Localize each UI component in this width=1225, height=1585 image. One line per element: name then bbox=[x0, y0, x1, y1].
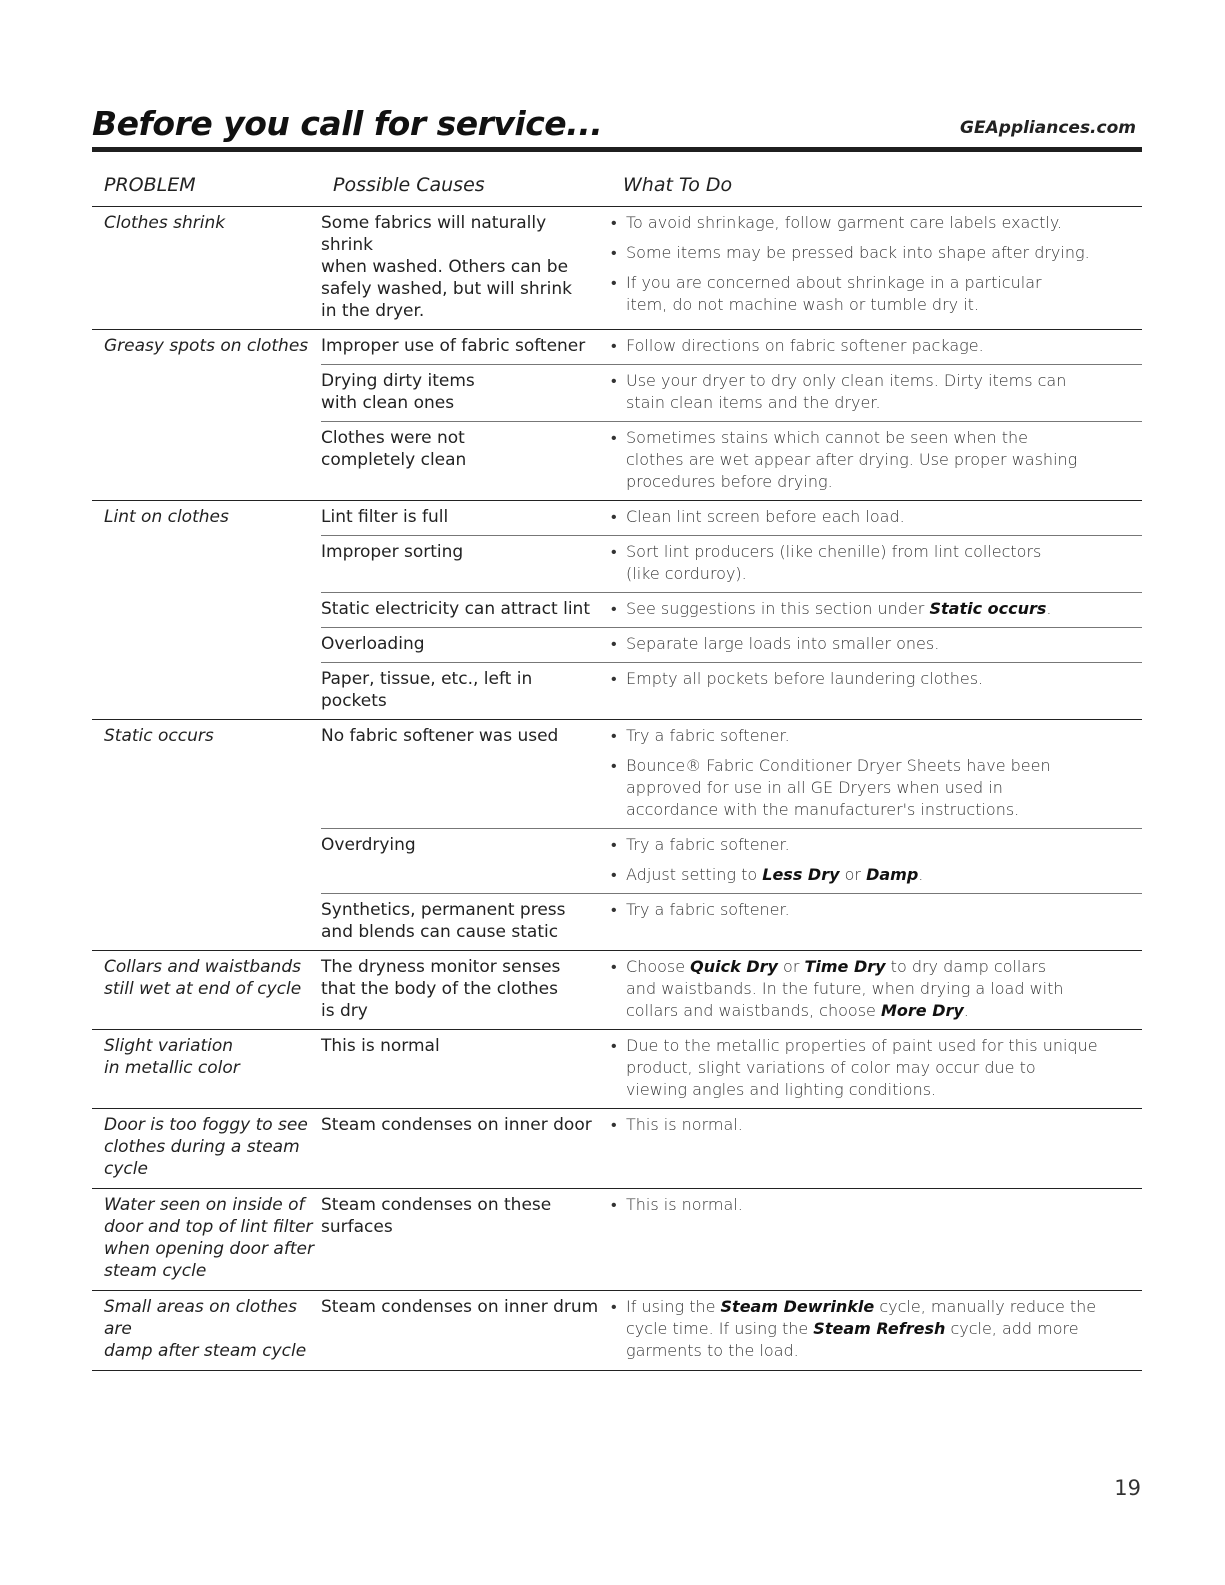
cause-row bbox=[321, 627, 1142, 662]
todo-item: • Due to the metallic properties of paint used for this unique product, slight variations of color may occur due to viewing angles and lighting conditions. bbox=[611, 1035, 1134, 1101]
todo-item: • Choose Quick Dry or Time Dry to dry damp collars and waistbands. In the future, when drying a load with collars and waistbands, choose More Dry. bbox=[611, 956, 1134, 1022]
page-header bbox=[92, 104, 1142, 152]
todo-item: • Bounce® Fabric Conditioner Dryer Sheets have been approved for use in all GE Dryers when used in accordance with the manufacturer's instructions. bbox=[611, 755, 1134, 821]
cause-cell: Improper sorting bbox=[321, 542, 464, 562]
todo-item: • Sometimes stains which cannot be seen when the clothes are wet appear after drying. Use proper washing procedures before drying. bbox=[611, 427, 1134, 493]
todo-cell bbox=[611, 1030, 1142, 1108]
todo-item: • Try a fabric softener. bbox=[611, 834, 1134, 856]
column-header-causes: Possible Causes bbox=[333, 174, 485, 196]
cause-cell: This is normal bbox=[321, 1036, 440, 1056]
todo-item: • Adjust setting to Less Dry or Damp. bbox=[611, 864, 1134, 886]
todo-cell bbox=[611, 1189, 1142, 1245]
table-row bbox=[92, 330, 1142, 501]
cause-row bbox=[321, 828, 1142, 893]
problem-cell: Greasy spots on clothes bbox=[104, 336, 309, 356]
cause-row bbox=[321, 893, 1142, 950]
todo-item: • To avoid shrinkage, follow garment care labels exactly. bbox=[611, 212, 1134, 234]
cause-cell: Clothes were not completely clean bbox=[321, 428, 467, 470]
cause-cell: Steam condenses on inner drum bbox=[321, 1297, 599, 1317]
problem-cell: Door is too foggy to see clothes during a steam cycle bbox=[104, 1115, 308, 1179]
cause-row bbox=[321, 535, 1142, 592]
todo-cell bbox=[611, 207, 1142, 329]
cause-cell: Some fabrics will naturally shrink when washed. Others can be safely washed, but will shrink in the dryer. bbox=[321, 213, 572, 321]
todo-item: • Try a fabric softener. bbox=[611, 725, 1134, 747]
cause-row bbox=[321, 1109, 1142, 1143]
todo-cell bbox=[611, 536, 1142, 592]
cause-row bbox=[321, 421, 1142, 500]
todo-item: • Empty all pockets before laundering clothes. bbox=[611, 668, 1134, 690]
column-header-todo: What To Do bbox=[623, 174, 733, 196]
table-row bbox=[92, 720, 1142, 951]
cause-cell: Lint filter is full bbox=[321, 507, 449, 527]
cause-cell: Overdrying bbox=[321, 835, 416, 855]
todo-item: • This is normal. bbox=[611, 1194, 1134, 1216]
cause-row bbox=[321, 364, 1142, 421]
cause-cell: Static electricity can attract lint bbox=[321, 599, 590, 619]
problem-cell: Static occurs bbox=[104, 726, 214, 746]
table-row bbox=[92, 207, 1142, 330]
cause-cell: Steam condenses on inner door bbox=[321, 1115, 592, 1135]
cause-row bbox=[321, 720, 1142, 828]
cause-list bbox=[321, 951, 1142, 1029]
cause-list bbox=[321, 501, 1142, 719]
cause-row bbox=[321, 207, 1142, 329]
todo-item: • This is normal. bbox=[611, 1114, 1134, 1136]
problem-cell: Lint on clothes bbox=[104, 507, 229, 527]
todo-item: • See suggestions in this section under Static occurs. bbox=[611, 598, 1134, 620]
cause-cell: Steam condenses on these surfaces bbox=[321, 1195, 552, 1237]
problem-cell: Clothes shrink bbox=[104, 213, 226, 233]
table-row bbox=[92, 1109, 1142, 1189]
cause-list bbox=[321, 207, 1142, 329]
problem-cell: Water seen on inside of door and top of lint filter when opening door after steam cycle bbox=[104, 1195, 314, 1281]
todo-item: • Some items may be pressed back into shape after drying. bbox=[611, 242, 1134, 264]
todo-cell bbox=[611, 663, 1142, 719]
todo-item: • Separate large loads into smaller ones. bbox=[611, 633, 1134, 655]
table-row bbox=[92, 951, 1142, 1030]
todo-cell bbox=[611, 501, 1142, 535]
cause-row bbox=[321, 1291, 1142, 1369]
todo-cell bbox=[611, 330, 1142, 364]
troubleshooting-table bbox=[92, 168, 1142, 1371]
todo-cell bbox=[611, 951, 1142, 1029]
table-row bbox=[92, 501, 1142, 720]
cause-row bbox=[321, 1030, 1142, 1108]
cause-cell: Overloading bbox=[321, 634, 425, 654]
cause-cell: The dryness monitor senses that the body of the clothes is dry bbox=[321, 957, 561, 1021]
header-rule bbox=[92, 147, 1142, 152]
todo-cell bbox=[611, 365, 1142, 421]
cause-cell: Improper use of fabric softener bbox=[321, 336, 586, 356]
table-row bbox=[92, 1291, 1142, 1371]
table-row bbox=[92, 1189, 1142, 1291]
todo-item: • If you are concerned about shrinkage in a particular item, do not machine wash or tumble dry it. bbox=[611, 272, 1134, 316]
cause-row bbox=[321, 662, 1142, 719]
problem-cell: Collars and waistbands still wet at end of cycle bbox=[104, 957, 302, 999]
cause-cell: Drying dirty items with clean ones bbox=[321, 371, 475, 413]
column-header-problem: PROBLEM bbox=[104, 174, 196, 196]
cause-row bbox=[321, 951, 1142, 1029]
todo-cell bbox=[611, 1291, 1142, 1369]
table-body bbox=[92, 207, 1142, 1371]
table-header bbox=[92, 168, 1142, 207]
cause-list bbox=[321, 720, 1142, 950]
site-url: GEAppliances.com bbox=[960, 118, 1136, 138]
todo-cell bbox=[611, 894, 1142, 950]
cause-list bbox=[321, 1109, 1142, 1188]
page-title: Before you call for service... bbox=[92, 104, 603, 143]
todo-item: • Try a fabric softener. bbox=[611, 899, 1134, 921]
todo-item: • If using the Steam Dewrinkle cycle, manually reduce the cycle time. If using the Steam Refresh cycle, add more garments to the load. bbox=[611, 1296, 1134, 1362]
table-row bbox=[92, 1030, 1142, 1109]
todo-cell bbox=[611, 628, 1142, 662]
todo-item: • Use your dryer to dry only clean items. Dirty items can stain clean items and the dryer. bbox=[611, 370, 1134, 414]
cause-list bbox=[321, 1291, 1142, 1370]
cause-row bbox=[321, 330, 1142, 364]
todo-item: • Sort lint producers (like chenille) from lint collectors (like corduroy). bbox=[611, 541, 1134, 585]
cause-cell: Synthetics, permanent press and blends can cause static bbox=[321, 900, 566, 942]
page-number: 19 bbox=[1114, 1476, 1141, 1500]
todo-cell bbox=[611, 1109, 1142, 1143]
cause-list bbox=[321, 1189, 1142, 1290]
todo-cell bbox=[611, 720, 1142, 828]
cause-cell: Paper, tissue, etc., left in pockets bbox=[321, 669, 533, 711]
problem-cell: Slight variation in metallic color bbox=[104, 1036, 240, 1078]
cause-row bbox=[321, 1189, 1142, 1245]
cause-list bbox=[321, 1030, 1142, 1108]
cause-row bbox=[321, 501, 1142, 535]
todo-item: • Clean lint screen before each load. bbox=[611, 506, 1134, 528]
todo-cell bbox=[611, 422, 1142, 500]
todo-cell bbox=[611, 829, 1142, 893]
todo-cell bbox=[611, 593, 1142, 627]
cause-list bbox=[321, 330, 1142, 500]
problem-cell: Small areas on clothes are damp after steam cycle bbox=[104, 1297, 307, 1361]
todo-item: • Follow directions on fabric softener package. bbox=[611, 335, 1134, 357]
cause-row bbox=[321, 592, 1142, 627]
cause-cell: No fabric softener was used bbox=[321, 726, 559, 746]
